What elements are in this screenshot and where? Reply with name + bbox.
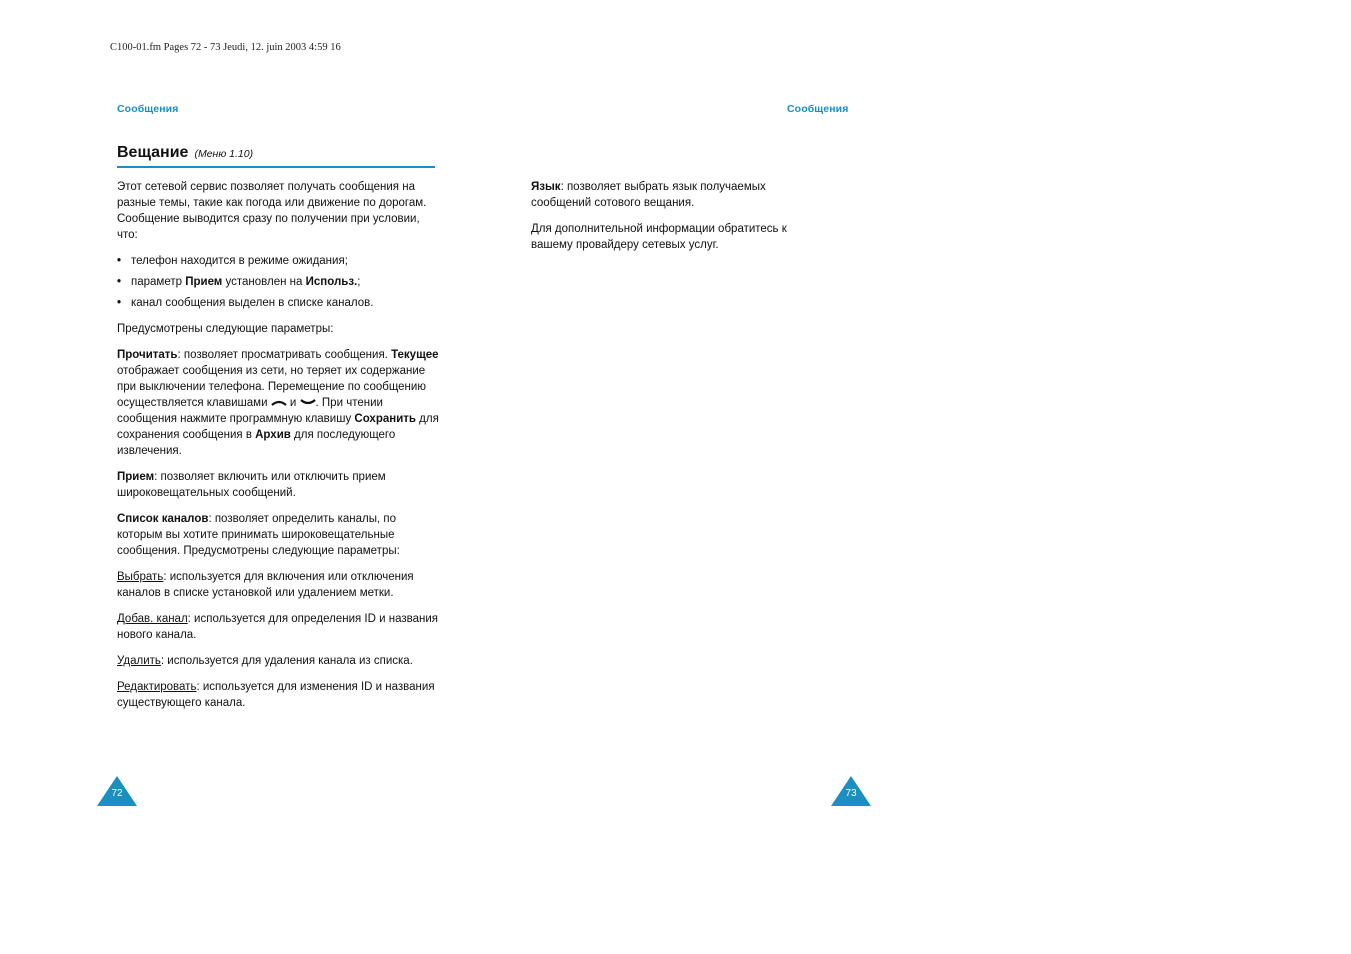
- read-option-paragraph: Прочитать: позволяет просматривать сообщения. Текущее отображает сообщения из сети, но теряет их содержание при выключении телефона. Перемещение по сообщению осуществляется клавишами и . При чтении сообщения нажмите программную клавишу Сохранить для сохранения сообщения в Архив для последующего извлечения.: [117, 349, 439, 457]
- left-page-header: Сообщения: [117, 103, 179, 115]
- receive-option-paragraph: Прием: позволяет включить или отключить прием широковещательных сообщений.: [117, 471, 386, 499]
- list-item: • канал сообщения выделен в списке каналов.: [117, 297, 374, 309]
- section-title: Вещание: [117, 144, 189, 161]
- conditions-list: [117, 253, 439, 311]
- info-paragraph: Для дополнительной информации обратитесь к вашему провайдеру сетевых услуг.: [531, 223, 787, 251]
- section-title-block: [117, 144, 435, 168]
- channel-list-paragraph: Список каналов: позволяет определить каналы, по которым вы хотите принимать широковещательные сообщения. Предусмотрены следующие параметры:: [117, 513, 400, 557]
- page-number-badge-left: [97, 776, 137, 806]
- delete-option-paragraph: Удалить: используется для удаления канала из списка.: [117, 655, 413, 667]
- right-page-body: [531, 179, 821, 263]
- params-intro: Предусмотрены следующие параметры:: [117, 323, 334, 335]
- page-number-badge-right: [831, 776, 871, 806]
- archive-term: Архив: [255, 429, 291, 441]
- read-term: Прочитать: [117, 349, 178, 361]
- right-page-header: Сообщения: [787, 103, 849, 115]
- language-option-paragraph: Язык: позволяет выбрать язык получаемых сообщений сотового вещания.: [531, 181, 766, 209]
- page-number: 73: [845, 788, 857, 799]
- edit-option-paragraph: Редактировать: используется для изменения ID и названия существующего канала.: [117, 681, 435, 709]
- current-term: Текущее: [391, 349, 439, 361]
- select-option-paragraph: Выбрать: используется для включения или отключения каналов в списке установкой или удалением метки.: [117, 571, 414, 599]
- scroll-down-key-icon: [300, 396, 316, 406]
- intro-paragraph: Этот сетевой сервис позволяет получать сообщения на разные темы, такие как погода или движение по дорогам. Сообщение выводится сразу по получении при условии, что:: [117, 181, 427, 241]
- left-page-body: [117, 179, 439, 721]
- save-term: Сохранить: [354, 413, 416, 425]
- list-item: • телефон находится в режиме ожидания;: [117, 255, 348, 267]
- list-item: • параметр Прием установлен на Использ.;: [117, 276, 361, 288]
- frame-info-line: C100-01.fm Pages 72 - 73 Jeudi, 12. juin 2003 4:59 16: [110, 42, 341, 53]
- menu-reference: (Меню 1.10): [194, 148, 254, 160]
- page-number: 72: [111, 788, 123, 799]
- scroll-up-key-icon: [271, 396, 287, 406]
- add-channel-paragraph: Добав. канал: используется для определения ID и названия нового канала.: [117, 613, 439, 641]
